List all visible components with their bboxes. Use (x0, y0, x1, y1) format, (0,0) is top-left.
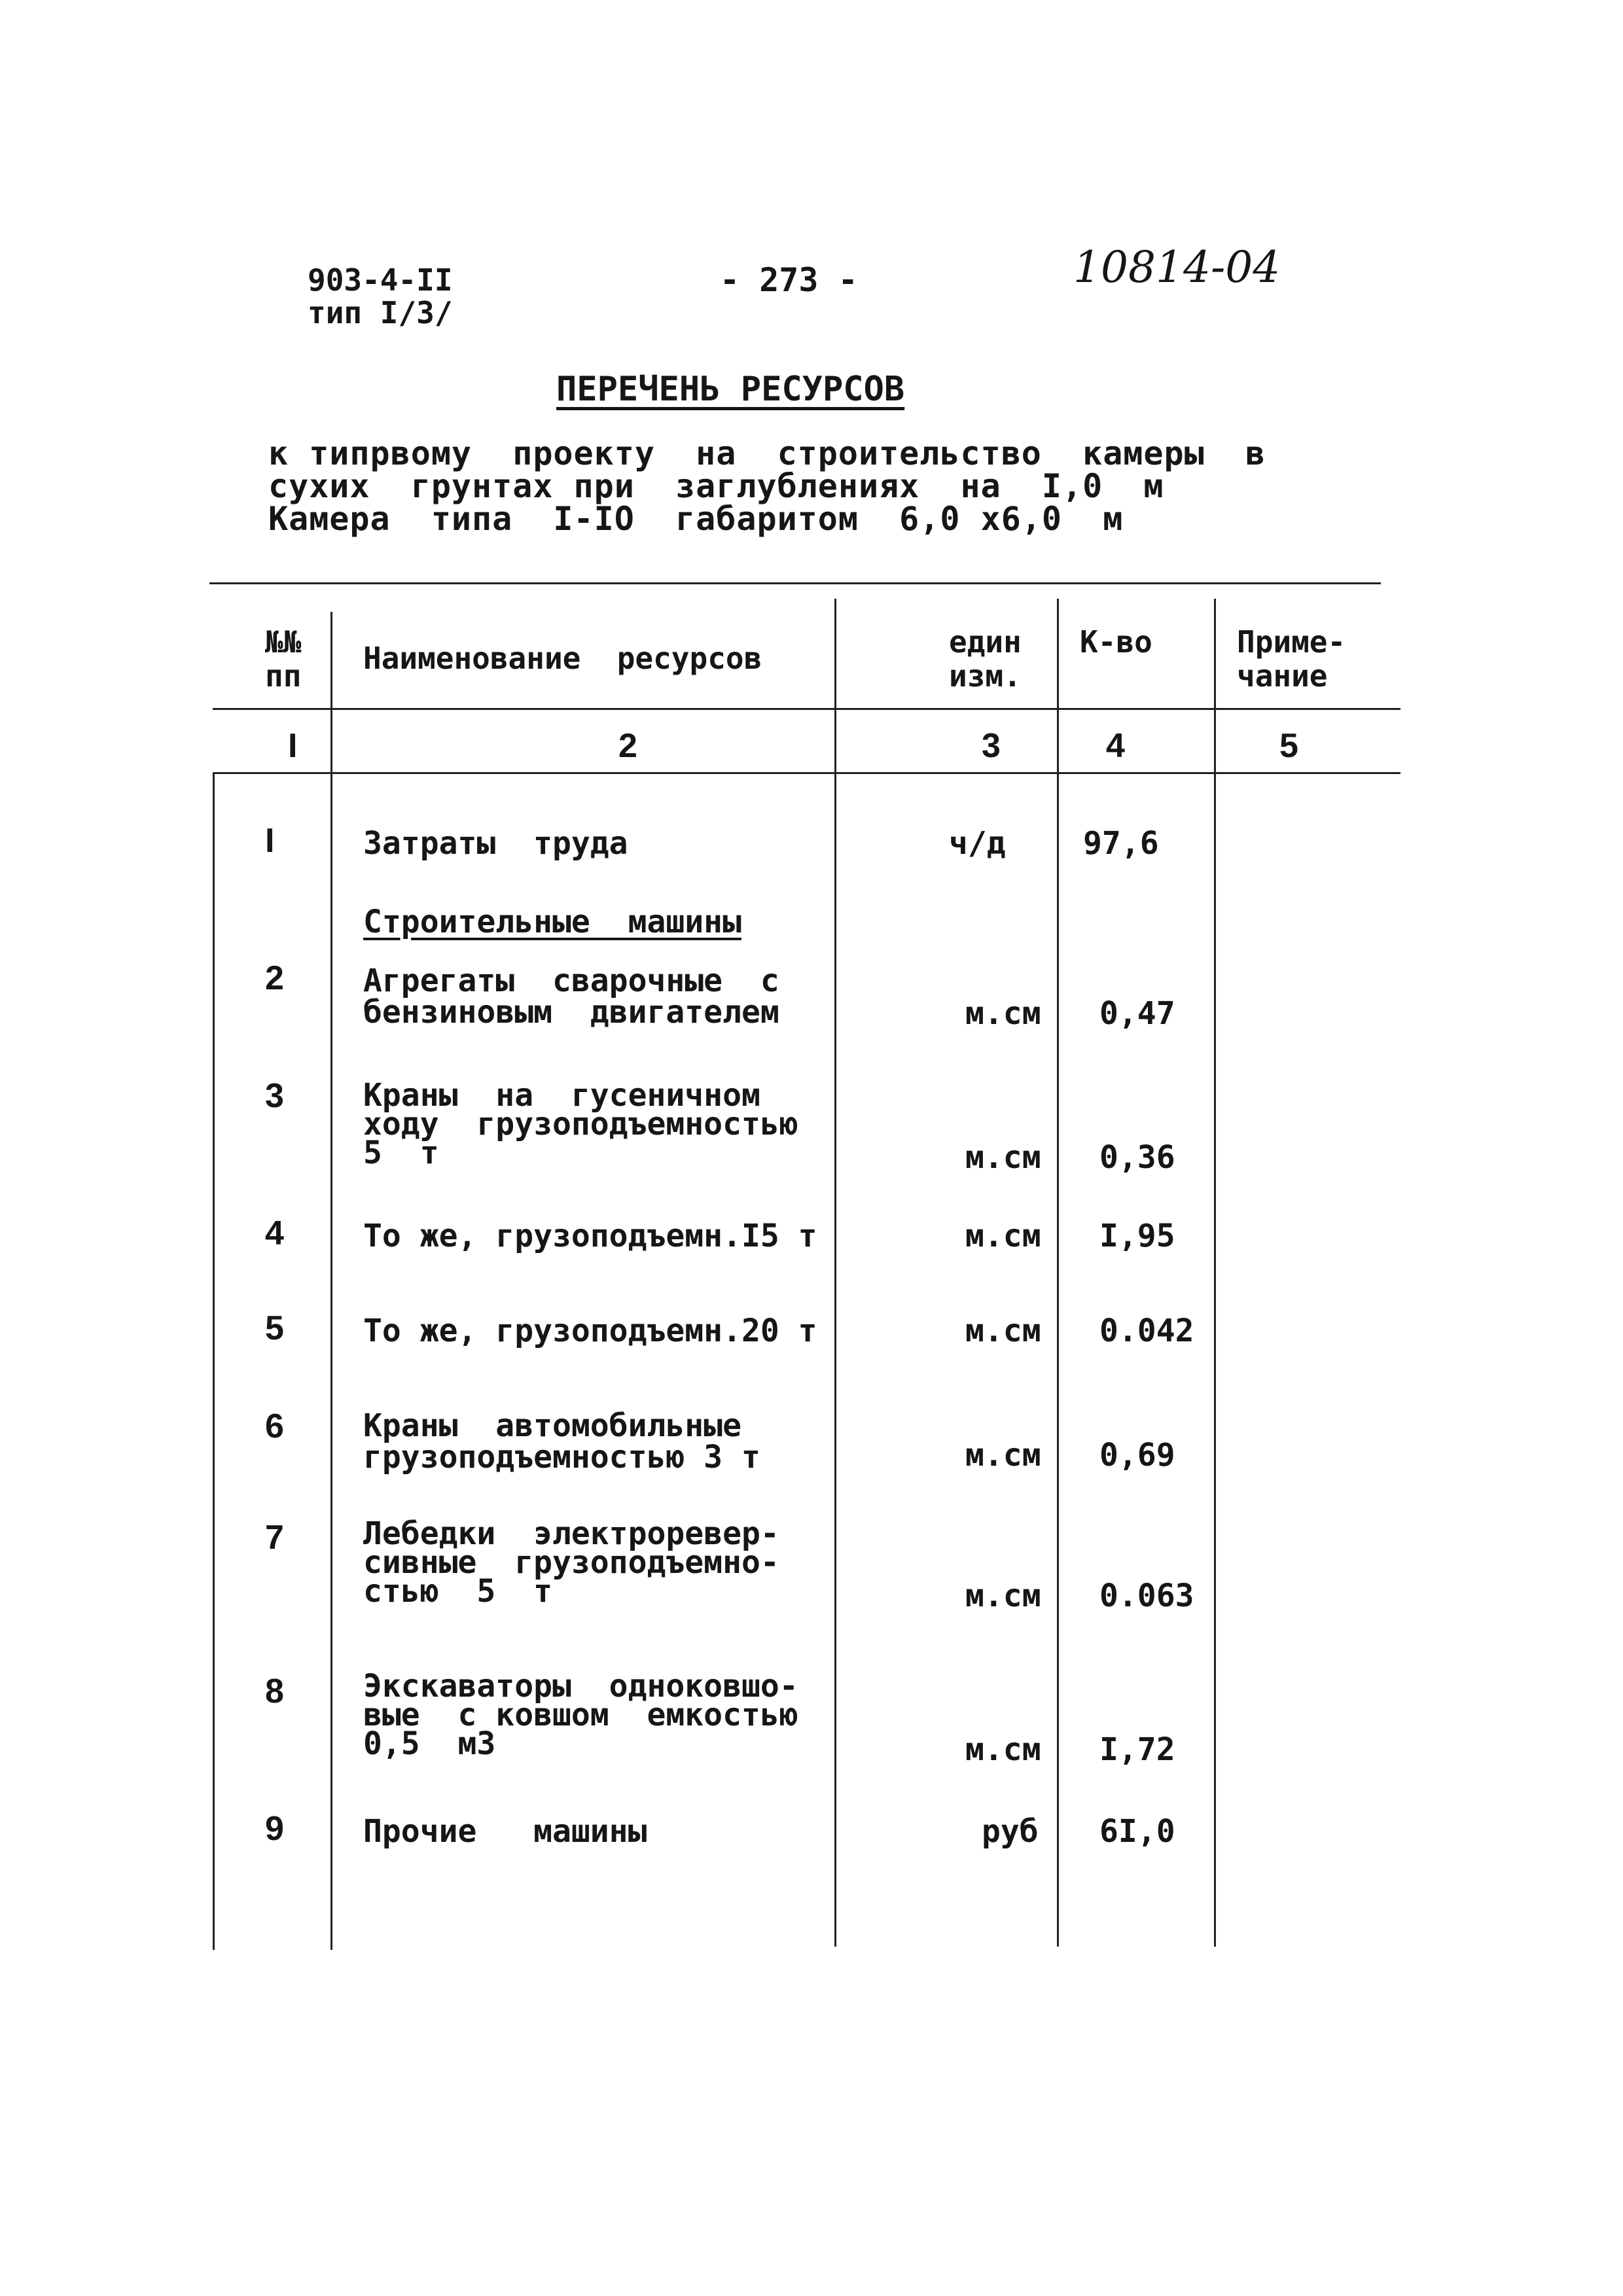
row-2-quantity: 0,47 (1099, 995, 1175, 1032)
row-3-number: 3 (265, 1077, 284, 1115)
handwritten-number: 10814-04 (1073, 242, 1281, 292)
row-9-name: Прочие машины (363, 1813, 647, 1850)
header-resource-name: Наименование ресурсов (363, 641, 762, 676)
header-unit: един изм. (949, 624, 1022, 694)
col-number-2: 2 (618, 727, 637, 765)
row-7-name: Лебедки электроревер- сивные грузоподъемно- стью 5 т (363, 1515, 779, 1610)
row-3-unit: м.см (965, 1139, 1041, 1176)
row-6-number: 6 (265, 1407, 284, 1445)
col-divider-3 (1057, 599, 1059, 1947)
row-1-quantity: 97,6 (1083, 825, 1159, 862)
row-5-quantity: 0.042 (1099, 1313, 1194, 1349)
row-8-name: Экскаваторы одноковшо- вые с ковшом емкостью 0,5 м3 (363, 1668, 798, 1762)
row-2-number: 2 (265, 959, 284, 997)
row-4-unit: м.см (965, 1218, 1041, 1254)
col-divider-4 (1214, 599, 1216, 1947)
page-number: - 273 - (720, 261, 858, 299)
row-5-name: То же, грузоподъемн.20 т (363, 1313, 817, 1349)
row-7-number: 7 (265, 1519, 284, 1557)
row-2-unit: м.см (965, 995, 1041, 1032)
row-1-unit: ч/д (949, 825, 1006, 862)
row-4-name: То же, грузоподъемн.I5 т (363, 1218, 817, 1254)
row-7-quantity: 0.063 (1099, 1578, 1194, 1614)
col-divider-1-header (330, 612, 332, 775)
column-number-rule (213, 772, 1400, 774)
header-number: №№ пп (265, 624, 302, 694)
row-8-unit: м.см (965, 1731, 1041, 1768)
row-3-quantity: 0,36 (1099, 1139, 1175, 1176)
section-heading-machines: Строительные машины (363, 904, 741, 940)
row-8-quantity: I,72 (1099, 1731, 1175, 1768)
row-3-name: Краны на гусеничном ходу грузоподъемностью 5 т (363, 1077, 798, 1171)
row-6-unit: м.см (965, 1437, 1041, 1474)
col-number-3: 3 (982, 727, 1001, 765)
row-7-unit: м.см (965, 1578, 1041, 1614)
row-8-number: 8 (265, 1672, 284, 1710)
header-quantity: К-во (1080, 624, 1152, 660)
col-divider-1 (330, 772, 332, 1950)
row-6-name: Краны автомобильные грузоподъемностью 3 т (363, 1407, 760, 1475)
row-9-number: 9 (265, 1810, 284, 1848)
subtitle-line-1: к типрвому проекту на строительство камеры в (268, 434, 1266, 472)
page-title: ПЕРЕЧЕНЬ РЕСУРСОВ (556, 370, 905, 409)
subtitle-line-2: сухих грунтах при заглублениях на I,0 м (268, 467, 1164, 505)
col-number-4: 4 (1106, 727, 1125, 765)
row-1-name: Затраты труда (363, 825, 628, 862)
row-5-number: 5 (265, 1309, 284, 1347)
row-9-quantity: 6I,0 (1099, 1813, 1175, 1850)
row-5-unit: м.см (965, 1313, 1041, 1349)
row-4-number: 4 (265, 1214, 284, 1252)
document-type: тип I/3/ (308, 295, 453, 330)
row-6-quantity: 0,69 (1099, 1437, 1175, 1474)
document-code: 903-4-II (308, 262, 453, 298)
col-number-5: 5 (1279, 727, 1298, 765)
row-2-name: Агрегаты сварочные с бензиновым двигателем (363, 963, 779, 1031)
subtitle-line-3: Камера типа I-IO габаритом 6,0 х6,0 м (268, 500, 1124, 538)
row-1-number: I (265, 822, 275, 860)
row-9-unit: руб (982, 1813, 1039, 1850)
col-number-1: I (288, 727, 298, 765)
col-divider-2 (834, 599, 836, 1947)
row-4-quantity: I,95 (1099, 1218, 1175, 1254)
table-top-rule (209, 582, 1381, 584)
table-left-border (213, 772, 215, 1950)
header-note: Приме- чание (1237, 624, 1346, 694)
header-rule (213, 708, 1400, 710)
